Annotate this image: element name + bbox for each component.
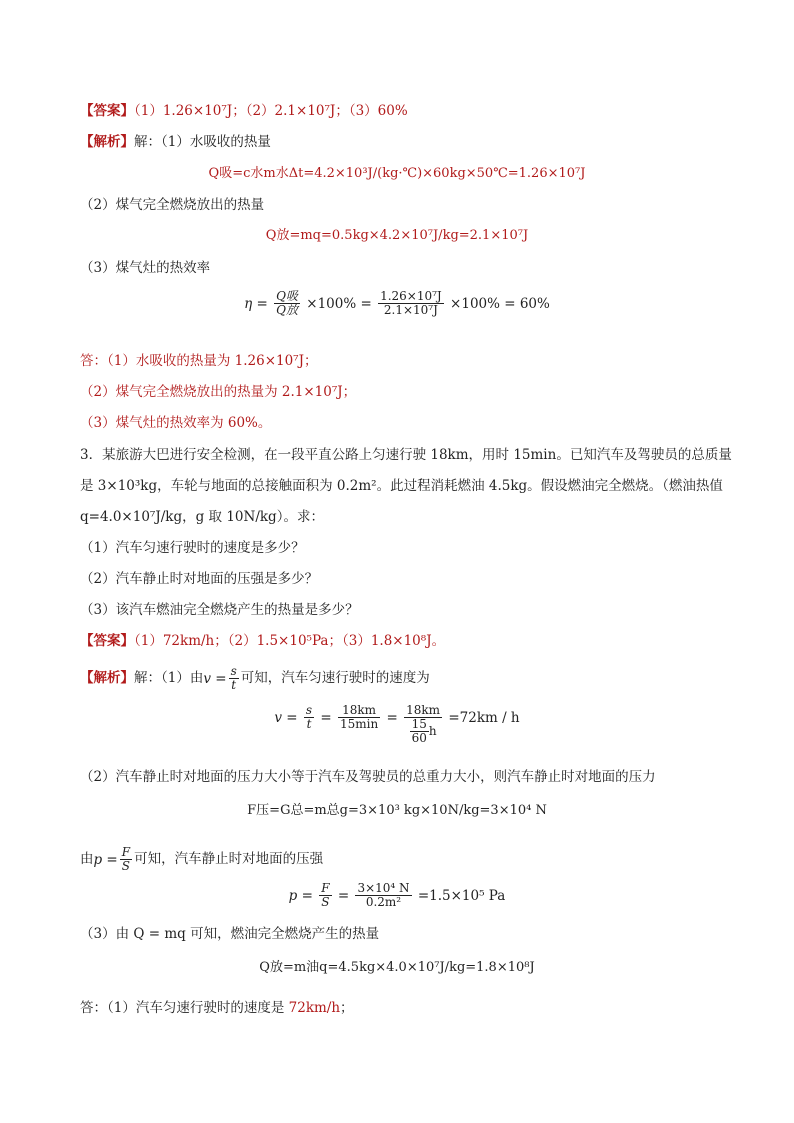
q3-pressure-line [80,845,323,874]
fraction-num: F [121,845,131,859]
q3-eq-force: F压=G总=m总g=3×10³ kg×10N/kg=3×10⁴ N [247,803,547,818]
q3-sub-1: （1）汽车匀速行驶时的速度是多少？ [80,540,305,556]
fraction-den-compound [404,718,442,745]
q2-step2: （2）煤气完全燃烧放出的热量 [80,197,265,213]
q3-sub-2: （2）汽车静止时对地面的压强是多少？ [80,571,319,587]
fraction-F-S [120,846,132,873]
q3-step2: （2）汽车静止时对地面的压力大小等于汽车及驾驶员的总重力大小，则汽车静止时对地面的压力 [80,769,656,785]
q2-conclusion-3: （3）煤气灶的热效率为 60%。 [80,415,272,431]
conclusion-value: 72km/h [288,1000,341,1016]
q2-eq3 [0,290,794,317]
fraction-den: S [321,895,330,909]
fraction-num: s [305,703,313,717]
q2-analysis-line [80,132,271,152]
q3-eq-heat: Q放=m油q=4.5kg×4.0×10⁷J/kg=1.8×10⁸J [259,960,535,975]
fraction-q-ratio [274,290,300,317]
fraction-den: 15min [339,717,379,731]
fraction-num: F [321,881,330,895]
q3-conclusion-1 [80,998,354,1018]
analysis-label: 【解析】 [80,134,134,150]
fraction-18km-15min [338,704,380,731]
fraction-18km-hours [404,704,442,745]
eqv-end: =72km / h [448,709,520,726]
p-lhs: p = [288,887,313,904]
q2-conclusion-2: （2）煤气完全燃烧放出的热量为 2.1×10⁷J； [80,384,357,400]
fraction-num: s [230,664,237,678]
analysis-intro: 解：（1）水吸收的热量 [134,134,271,150]
q3-stem-2: 是 3×10³kg，车轮与地面的总接触面积为 0.2m²。此过程消耗燃油 4.5kg。假设燃油完全燃烧。（燃油热值 [80,478,723,494]
analysis-post: 可知，汽车匀速行驶时的速度为 [240,670,430,686]
q3-sub-3: （3）该汽车燃油完全燃烧产生的热量是多少？ [80,602,359,618]
fraction-force-area [355,882,411,909]
v-lhs: v = [274,709,298,726]
answer-text: （1）1.26×10⁷J；（2）2.1×10⁷J；（3）60% [134,103,408,119]
fraction-values [378,290,444,317]
fraction-den: 0.2m² [365,895,402,909]
q3-answer-line [80,631,445,651]
fraction-num: 3×10⁴ N [357,881,410,895]
q2-step3: （3）煤气灶的热效率 [80,260,211,276]
fraction-num: 18km [406,703,441,717]
fraction-s-t [304,704,314,731]
q3-step3: （3）由 Q = mq 可知，燃油完全燃烧产生的热量 [80,926,380,942]
conclusion-pre: 答：（1）汽车匀速行驶时的速度是 [80,1000,289,1016]
q2-answer-line [80,101,408,121]
q2-conclusion-1: 答：（1）水吸收的热量为 1.26×10⁷J； [80,353,318,369]
fraction-F-S [319,882,331,909]
fraction-num: 1.26×10⁷J [380,289,442,303]
analysis-pre: 解：（1）由 [134,670,204,686]
pline-pre: 由 [80,851,94,867]
eqp-end: =1.5×10⁵ Pa [417,887,506,904]
fraction-den: t [306,717,312,731]
fraction-den: Q放 [276,303,298,317]
fraction-den: 60 [411,731,427,745]
fraction-num: 15 [411,717,427,731]
q2-eq1: Q吸=c水m水Δt=4.2×10³J/(kg·℃)×60kg×50℃=1.26×10⁷J [208,166,586,181]
fraction-den: t [231,678,237,692]
answer-label: 【答案】 [80,103,134,119]
fraction-num: 18km [338,704,380,718]
q3-stem-3: q=4.0×10⁷J/kg，g 取 10N/kg）。求： [80,509,324,525]
p-symbol: p = [93,851,118,868]
fraction-15-60 [410,718,429,745]
fraction-num: Q吸 [276,289,298,303]
conclusion-end: ； [340,1000,354,1016]
v-symbol: v = [203,670,227,687]
q3-eq-pressure: p = $\frac{F}{S}$ = $\frac{\text{3×10⁴ N}}{\text{0.2m²}}$ =1.5×10⁵ Pa [288,881,506,909]
q3-eq-velocity: v = $\frac{s}{t}$ = $\frac{18km}{15\min}$ = 18km $\frac{15}{60}$ h =72km / h [274,703,520,745]
fraction-den: 2.1×10⁷J [383,303,438,317]
eq3-end: ×100% = 60% [450,295,550,312]
answer-label: 【答案】 [80,633,134,649]
fraction-s-t [229,665,239,692]
analysis-label: 【解析】 [80,670,134,686]
q3-analysis-line [80,664,430,693]
unit-h: h [428,724,437,738]
pline-post: 可知，汽车静止时对地面的压强 [134,851,324,867]
q2-eq2: Q放=mq=0.5kg×4.2×10⁷J/kg=2.1×10⁷J [265,228,529,243]
q3-stem-1: 3．某旅游大巴进行安全检测，在一段平直公路上匀速行驶 18km，用时 15min。已知汽车及驾驶员的总质量 [80,447,732,463]
eta-lhs: η = [244,295,268,312]
fraction-den: S [121,859,131,873]
eq3-mid: ×100% = [306,295,372,312]
answer-text: （1）72km/h；（2）1.5×10⁵Pa；（3）1.8×10⁸J。 [134,633,446,649]
